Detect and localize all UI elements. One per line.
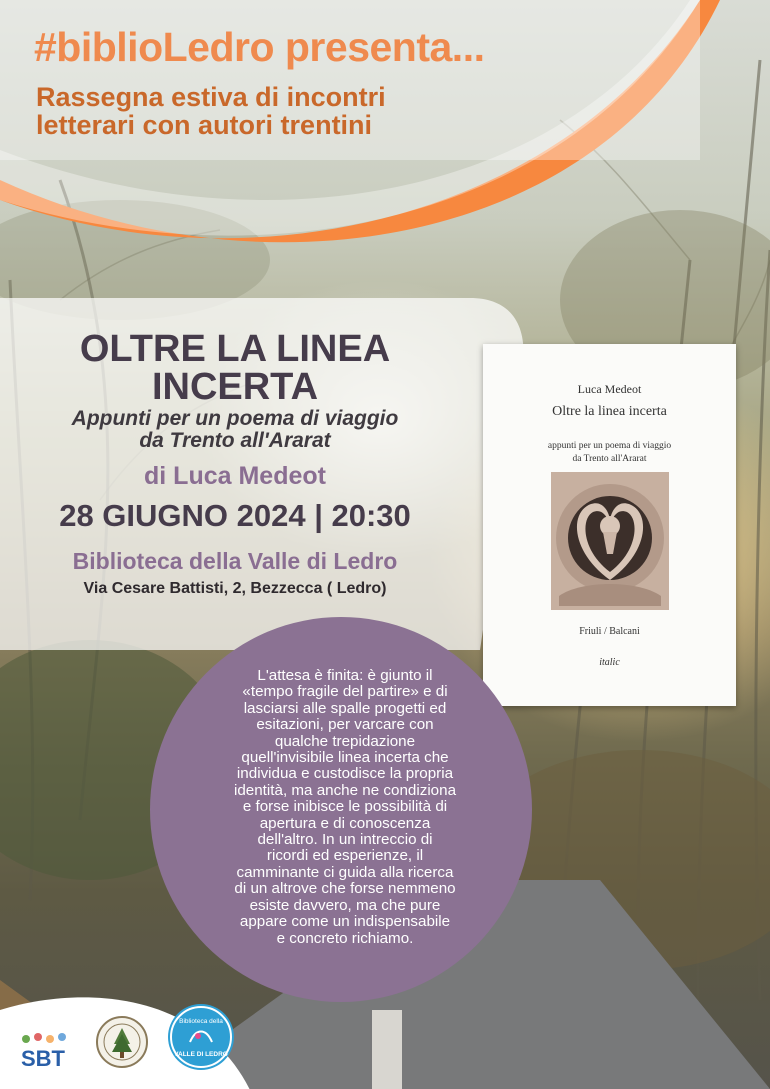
poster-headline: #biblioLedro presenta... <box>34 24 485 70</box>
event-title: OLTRE LA LINEA INCERTA <box>79 328 391 408</box>
municipal-seal-logo <box>96 1014 148 1070</box>
book-cover-sculpture-image <box>551 472 669 610</box>
event-subtitle: Appunti per un poema di viaggio da Trento all'Ararat <box>71 407 399 452</box>
book-subtitle: appunti per un poema di viaggio da Trento all'Ararat <box>547 441 672 464</box>
book-publisher: italic <box>599 657 620 668</box>
event-address: Via Cesare Battisti, 2, Bezzecca ( Ledro) <box>83 580 387 597</box>
book-cover <box>483 344 736 706</box>
library-badge-logo <box>168 1004 234 1070</box>
book-series: Friuli / Balcani <box>579 626 640 637</box>
event-datetime: 28 GIUGNO 2024 | 20:30 <box>59 498 411 533</box>
event-venue: Biblioteca della Valle di Ledro <box>72 548 398 574</box>
sbt-logo-text: SBT <box>21 1046 65 1071</box>
event-author: di Luca Medeot <box>144 462 326 490</box>
library-badge-line2: VALLE DI LEDRO <box>174 1051 228 1058</box>
book-title: Oltre la linea incerta <box>552 404 667 419</box>
book-author: Luca Medeot <box>577 382 642 396</box>
sbt-logo <box>18 1032 74 1072</box>
library-badge-line1: Biblioteca della <box>179 1018 223 1025</box>
event-description: L'attesa è finita: è giunto il «tempo fragile del partire» e di lasciarsi alle spalle progetti ed esitazioni, per varcare con qualche trepidazione quell'invisibile linea incerta che individua e custodisce la propria identità, ma anche ne condiziona e forse inibisce le possibilità di apertura e di conoscenza dell'altro. In un intreccio di ricordi ed esperienze, il camminante ci guida alla ricerca di un altrove che forse nemmeno esiste davvero, ma che pure appare come un indispensabile e concreto richiamo. <box>233 667 457 947</box>
poster-subheadline: Rassegna estiva di incontri letterari con autori trentini <box>36 82 386 140</box>
